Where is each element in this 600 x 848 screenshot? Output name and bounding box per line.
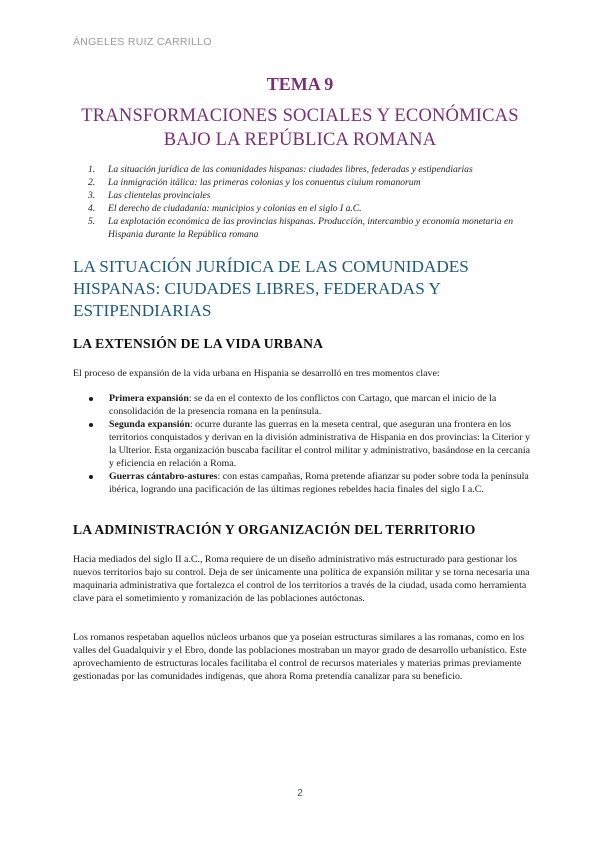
bullet-term: Guerras cántabro-astures (109, 471, 218, 482)
page-header-author: ÁNGELES RUIZ CARRILLO (73, 36, 212, 48)
bullet-term: Segunda expansión (109, 419, 190, 430)
urban-intro-paragraph: El proceso de expansión de la vida urbana en Hispania se desarrolló en tres momentos clave: (73, 368, 440, 379)
toc-item (88, 163, 528, 176)
admin-paragraph-1: Hacia mediados del siglo II a.C., Roma requiere de un diseño administrativo más estructurado para gestionar los nuevos territorios bajo su control. Deja de ser únicamente una política de expansión militar y se torna necesaria una maquinaria administrativa que fortalezca el control de los territorios a través de la ciudad, usada como herramienta clave para el sometimiento y romanización de las poblaciones autóctonas. (73, 554, 530, 604)
topic-title: TRANSFORMACIONES SOCIALES Y ECONÓMICAS BAJO LA REPÚBLICA ROMANA (81, 106, 519, 150)
bullet-text: : ocurre durante las guerras en la meseta central, que aseguran una frontera en los territorios conquistados y derivan en la división administrativa de Hispania en dos provincias: la Citerior y la Ulterior. Esta organización buscaba facilitar el control militar y administrativo, basándose en la cercanía y eficiencia en relación a Roma. (109, 419, 530, 469)
bullet-text: : se da en el contexto de los conflictos con Cartago, que marcan el inicio de la consolidación de la presencia romana en la península. (109, 393, 497, 417)
table-of-contents (88, 163, 528, 241)
toc-number: 2. (88, 177, 96, 188)
toc-number: 4. (88, 203, 96, 214)
bullet-icon (89, 397, 93, 401)
page-number: 2 (297, 788, 303, 799)
toc-item (88, 202, 528, 215)
section-heading: LA SITUACIÓN JURÍDICA DE LAS COMUNIDADES HISPANAS: CIUDADES LIBRES, FEDERADAS Y ESTIPENDIARIAS (73, 257, 469, 320)
toc-number: 3. (88, 190, 96, 201)
admin-paragraph-2: Los romanos respetaban aquellos núcleos urbanos que ya poseían estructuras similares a las romanas, como en los valles del Guadalquivir y el Ebro, donde las poblaciones mostraban un mayor grado de desarrollo urbanístico. Este aprovechamiento de estructuras locales facilitaba el control de recursos materiales y materias primas previamente gestionadas por las comunidades indígenas, que ahora Roma pretendía canalizar para su beneficio. (73, 632, 527, 682)
topic-number: TEMA 9 (266, 74, 334, 94)
toc-text: La inmigración itálica: las primeras colonias y los conuentus ciuium romanorum (108, 177, 421, 188)
urban-bullet-list (89, 392, 533, 496)
subsection-heading-urban: LA EXTENSIÓN DE LA VIDA URBANA (73, 336, 324, 351)
toc-text: La situación jurídica de las comunidades hispanas: ciudades libres, federadas y estipendiarias (108, 164, 473, 175)
subsection-heading-admin: LA ADMINISTRACIÓN Y ORGANIZACIÓN DEL TERRITORIO (73, 522, 476, 537)
bullet-term: Primera expansión (109, 393, 189, 404)
toc-item (88, 215, 528, 241)
toc-item (88, 176, 528, 189)
toc-item (88, 189, 528, 202)
list-item (89, 470, 533, 496)
bullet-text: : con estas campañas, Roma pretende afianzar su poder sobre toda la península ibérica, logrando una pacificación de las últimas regiones rebeldes hacia finales del siglo I a.C. (109, 471, 529, 495)
list-item (89, 418, 533, 470)
toc-text: El derecho de ciudadanía: municipios y colonias en el siglo I a.C. (108, 203, 362, 214)
bullet-icon (89, 475, 93, 479)
bullet-icon (89, 423, 93, 427)
toc-text: Las clientelas provinciales (108, 190, 211, 201)
list-item (89, 392, 533, 418)
toc-number: 1. (88, 164, 96, 175)
toc-text: La explotación económica de las provincias hispanas. Producción, intercambio y economía monetaria en Hispania durante la República romana (108, 216, 513, 240)
toc-number: 5. (88, 216, 96, 227)
